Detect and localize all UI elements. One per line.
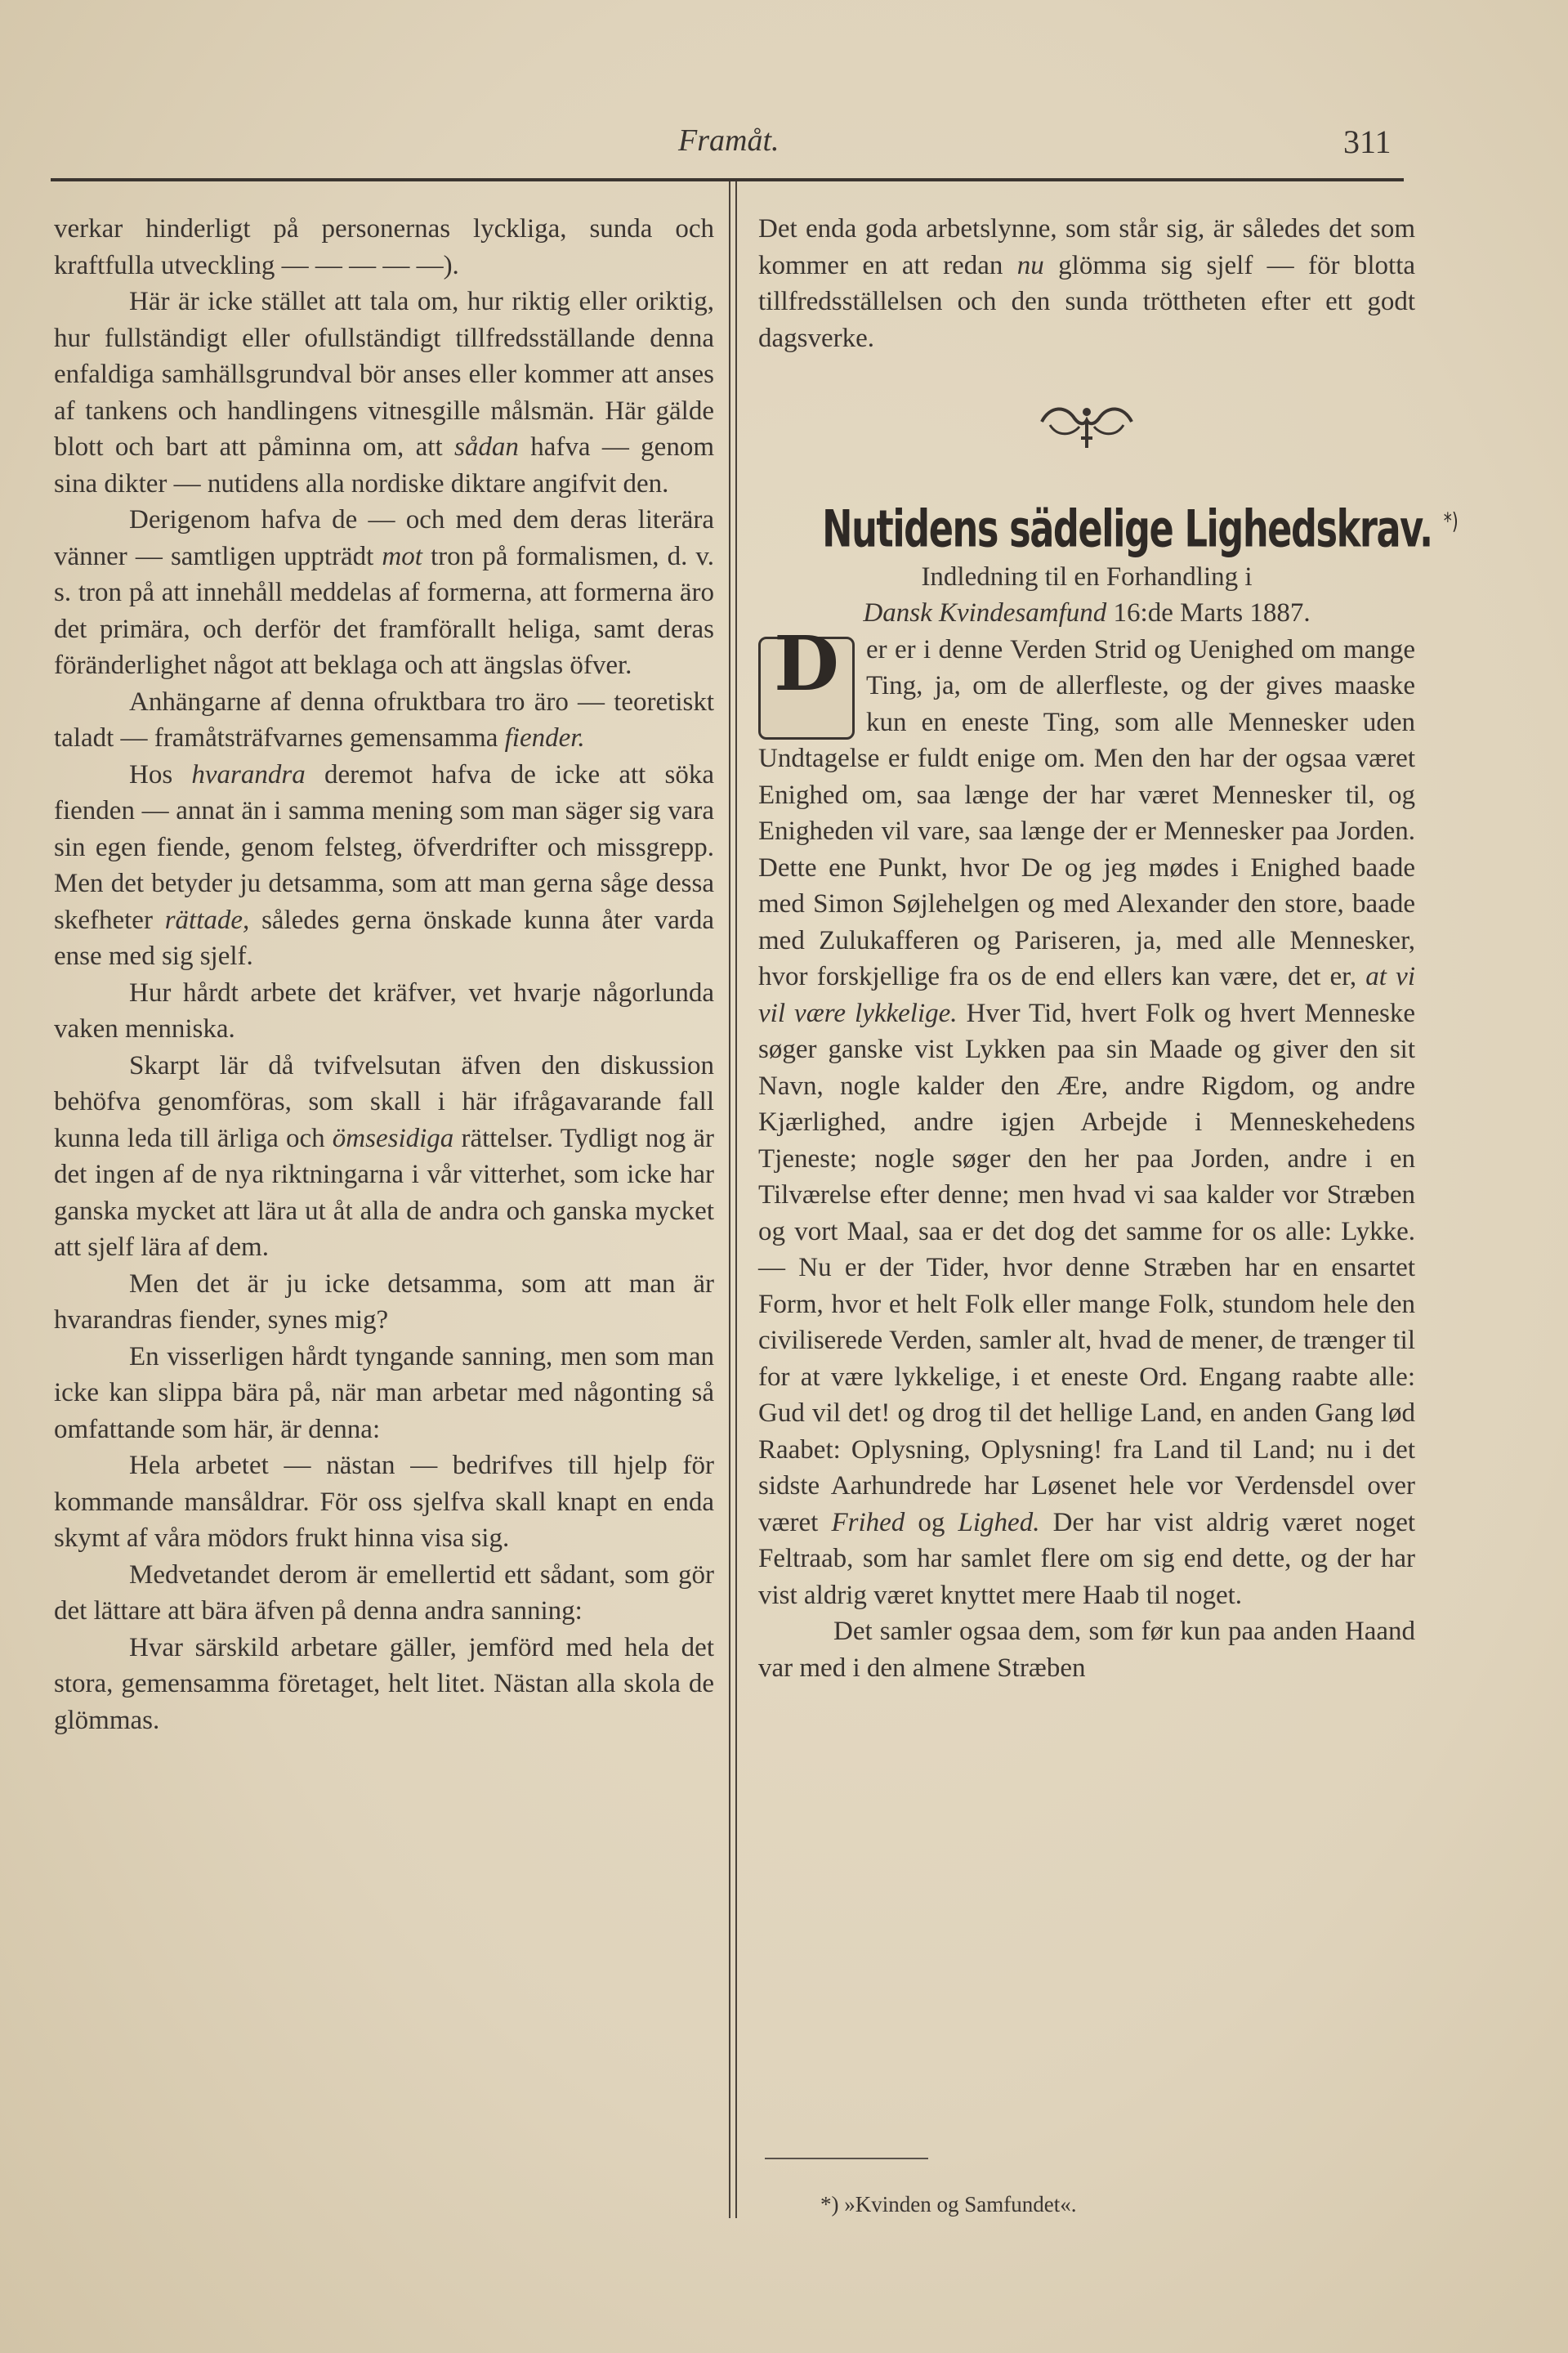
paragraph: D er er i denne Verden Strid og Uenighed om mange Ting, ja, om de allerfleste, og der gives maaske kun en eneste Ting, som alle Mennesker uden Undtagelse er fuldt enige om. Men den har der ogsaa været Enighed om, saa længe der har været Mennesker til, og Enigheden vil vare, saa længe der er Mennesker paa Jorden. Dette ene Punkt, hvor De og jeg mødes i Enighed baade med Simon Søjlehelgen og med Alexander den store, baade med Zulukafferen og Pariseren, ja, med alle Mennesker, hvor forskjellige fra os de end ellers kan være, det er, at vi vil være lykkelige. Hver Tid, hvert Folk og hvert Menneske søger ganske vist Lykken paa sin Maade og giver den sit Navn, nogle kalder den Ære, andre Rigdom, og andre Kjærlighed, andre igjen Arbejde i Menneskehedens Tjeneste; nogle søger den her paa Jorden, andre i en Tilværelse efter denne; men hvad vi saa kalder vor Stræben og vort Maal, saa er det dog det samme for os alle: Lykke. — Nu er der Tider, hvor denne Stræben har en ensartet Form, hvor et helt Folk eller mange Folk, stundom hele den civiliserede Verden, samler alt, hvad de mener, de trænger til for at være lykkelige, i et eneste Ord. Engang raabte alle: Gud vil det! og drog til det hellige Land, en anden Gang lød Raabet: Oplysning, Oplysning! fra Land til Land; nu i det sidste Aarhundrede har Løsenet hele vor Verdensdel over været Frihed og Lighed. Der har vist aldrig været noget Feltraab, som har samlet flere om sig end dette, og der har vist aldrig været knyttet mere Haab til noget. bbox=[758, 619, 1416, 1610]
paragraph: Hos hvarandra deremot hafva de icke att söka fienden — annat än i samma mening som man säger sig vara sin egen fiende, genom felsteg, öfverdrifter och missgrepp. Men det betyder ju detsamma, som att man gerna såge dessa skefheter rättade, således gerna önskade kunna åter varda ense med sig sjelf. bbox=[54, 759, 715, 971]
left-column bbox=[54, 211, 714, 1738]
column-divider-left bbox=[729, 181, 730, 2218]
page-number: 311 bbox=[1343, 123, 1392, 160]
paragraph: Anhängarne af denna ofruktbara tro äro — teoretiskt taladt — framåtsträfvarnes gemensamma fiender. bbox=[54, 687, 714, 753]
paragraph: Hela arbetet — nästan — bedrifves till hjelp för kommande mansåldrar. För oss sjelfva skall knapt en enda skymt af våra mödors frukt hinna visa sig. bbox=[54, 1451, 714, 1553]
paragraph: Här är icke stället att tala om, hur riktig eller oriktig, hur fullständigt eller ofullständigt tillfredsställande denna enfaldiga samhällsgrundval bör anses eller kommer att anses af tankens och handlingens vitnesgille målsmän. Här gälde blott och bart att påminna om, att sådan hafva — genom sina dikter — nutidens alla nordiske diktare angifvit den. bbox=[54, 287, 714, 499]
paragraph: Hur hårdt arbete det kräfver, vet hvarje någorlunda vaken menniska. bbox=[54, 977, 714, 1044]
footnote-rule bbox=[765, 2158, 928, 2159]
paragraph: Derigenom hafva de — och med dem deras literära vänner — samtligen uppträdt mot tron på formalismen, d. v. s. tron på att innehåll meddelas af formerna, att formerna äro det primära, och derför det framförallt heliga, samt deras föränderlighet något att beklaga och att ängslas öfver. bbox=[54, 505, 715, 680]
footnote: *) »Kvinden og Samfundet«. bbox=[820, 2192, 1077, 2217]
column-divider-right bbox=[735, 181, 737, 2218]
ornament-icon bbox=[1034, 397, 1140, 451]
paragraph: Men det är ju icke detsamma, som att man är hvarandras fiender, synes mig? bbox=[54, 1268, 714, 1335]
paragraph: Det samler ogsaa dem, som før kun paa anden Haand var med i den almene Stræben bbox=[758, 1617, 1415, 1683]
paragraph: Medvetandet derom är emellertid ett sådant, som gör det lättare att bära äfven på denna andra sanning: bbox=[54, 1559, 714, 1626]
paragraph: En visserligen hårdt tyngande sanning, men som man icke kan slippa bära på, när man arbetar med någonting så omfattande som här, är denna: bbox=[54, 1341, 714, 1444]
paragraph: verkar hinderligt på personernas lyckliga, sunda och kraftfulla utveckling — — — — —). bbox=[54, 214, 714, 280]
article-title: Nutidens sädelige Lighedskrav. *) bbox=[822, 499, 1459, 559]
article-subtitle: Indledning til en Forhandling i bbox=[921, 561, 1253, 592]
drop-cap-initial: D bbox=[758, 637, 855, 740]
paragraph: Det enda goda arbetslynne, som står sig, är således det som kommer en att redan nu glömma sig sjelf — för blotta tillfredsställelsen och den sunda tröttheten efter ett godt dagsverke. bbox=[758, 214, 1416, 353]
running-header-title: Framåt. bbox=[678, 123, 780, 158]
article-subtitle-date: Dansk Kvindesamfund 16:de Marts 1887. bbox=[863, 598, 1311, 629]
paragraph: Hvar särskild arbetare gäller, jemförd med hela det stora, gemensamma företaget, helt litet. Nästan alla skola de glömmas. bbox=[54, 1632, 714, 1735]
right-column bbox=[758, 211, 1459, 1686]
header-rule bbox=[51, 178, 1404, 181]
paragraph: Skarpt lär då tvifvelsutan äfven den diskussion behöfva genomföras, som skall i här ifrågavarande fall kunna leda till ärliga och ömsesidiga rättelser. Tydligt nog är det ingen af de nya riktningarna i vår vitterhet, som icke har ganska mycket att lära ut åt alla de andra och ganska mycket att sjelf lära af dem. bbox=[54, 1050, 714, 1262]
